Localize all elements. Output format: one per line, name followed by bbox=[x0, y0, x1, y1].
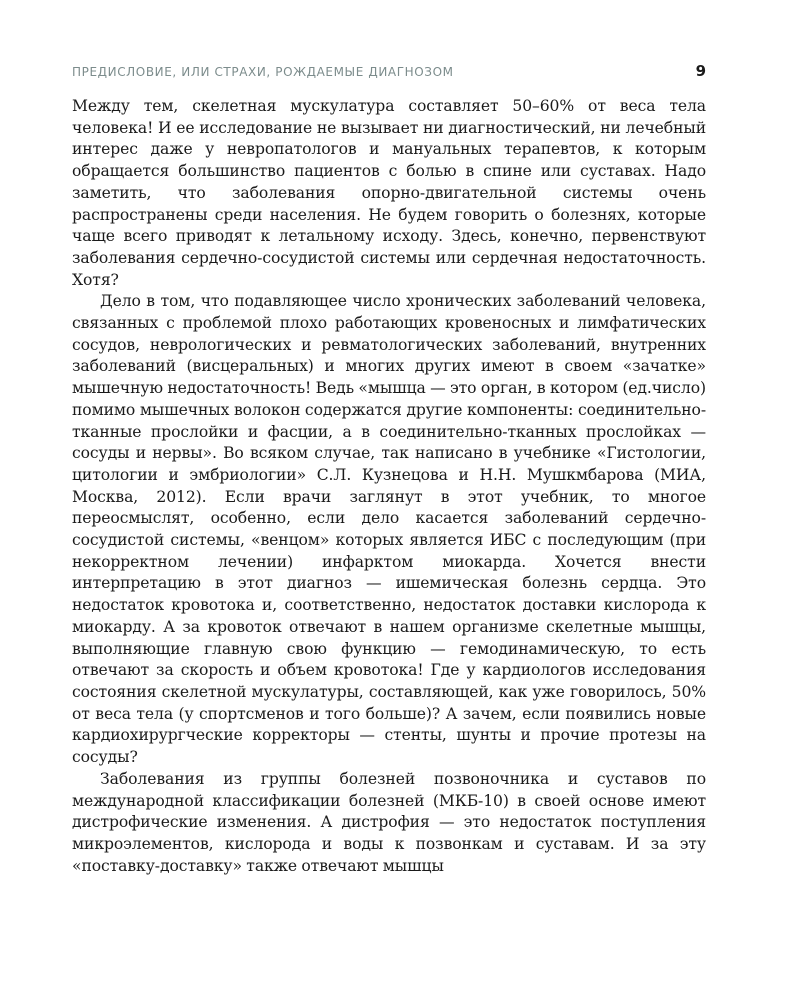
running-head bbox=[72, 62, 706, 88]
paragraph-1: Между тем, скелетная мускулатура составляет 50–60% от веса тела человека! И ее исследование не вызывает ни диагностический, ни лечебный интерес даже у невропатологов и мануальных терапевтов, к которым обращается большинство пациентов с болью в спине или суставах. Надо заметить, что заболевания опорно-двигательной системы очень распространены среди населения. Не будем говорить о болезнях, которые чаще всего приводят к летальному исходу. Здесь, конечно, первенствуют заболевания сердечно-сосудистой системы или сердечная недостаточность. Хотя? bbox=[72, 97, 706, 289]
paragraph-2: Дело в том, что подавляющее число хронических заболеваний человека, связанных с проблемой плохо работающих кровеносных и лимфатических сосудов, неврологических и ревматологических заболеваний, внутренних заболеваний (висцеральных) и многих других имеют в своем «зачатке» мышечную недостаточность! Ведь «мышца — это орган, в котором (ед.число) помимо мышечных волокон содержатся другие компоненты: соединительно-тканные прослойки и фасции, а в соединительно-тканных прослойках — сосуды и нервы». Во всяком случае, так написано в учебнике «Гистологии, цитологии и эмбриологии» С.Л. Кузнецова и Н.Н. Мушкмбарова (МИА, Москва, 2012). Если врачи заглянут в этот учебник, то многое переосмыслят, особенно, если дело касается заболеваний сердечно-сосудистой системы, «венцом» которых является ИБС с последующим (при некорректном лечении) инфарктом миокарда. Хочется внести интерпретацию в этот диагноз — ишемическая болезнь сердца. Это недостаток кровотока и, соответственно, недостаток доставки кислорода к миокарду. А за кровоток отвечают в нашем организме скелетные мышцы, выполняющие главную свою функцию — гемодинамическую, то есть отвечают за скорость и объем кровотока! Где у кардиологов исследования состояния скелетной мускулатуры, составляющей, как уже говорилось, 50% от веса тела (у спортсменов и того больше)? А зачем, если появились новые кардиохирургческие корректоры — стенты, шунты и прочие протезы на сосуды? bbox=[72, 292, 706, 767]
body-text bbox=[72, 96, 706, 877]
book-page bbox=[72, 62, 706, 877]
page-number: 9 bbox=[695, 62, 706, 80]
paragraph-3: Заболевания из группы болезней позвоночника и суставов по международной классификации болезней (МКБ-10) в своей основе имеют дистрофические изменения. А дистрофия — это недостаток поступления микроэлементов, кислорода и воды к позвонкам и суставам. И за эту «поставку-доставку» также отвечают мышцы bbox=[72, 769, 706, 875]
chapter-title: ПРЕДИСЛОВИЕ, ИЛИ СТРАХИ, РОЖДАЕМЫЕ ДИАГНОЗОМ bbox=[72, 65, 454, 79]
